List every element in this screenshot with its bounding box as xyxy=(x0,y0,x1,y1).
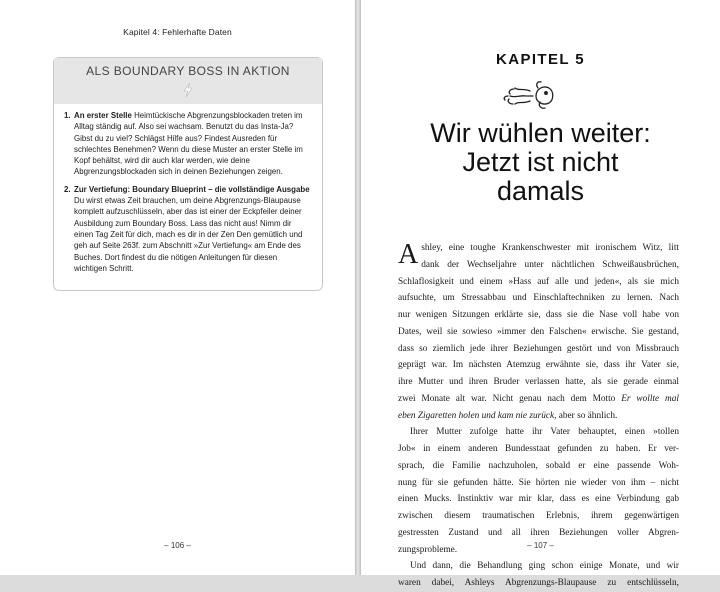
drop-cap: A xyxy=(398,239,419,270)
text-run: zwei Monate alt war. Nicht genau nach dem Motto xyxy=(398,393,622,404)
text-line: nur wenigen Sitzungen erklärte sie, dass sie die Nase voll habe von xyxy=(398,310,679,320)
list-item-lead: An erster Stelle xyxy=(74,111,132,120)
text-line: sprach, die Familie nachzuholen, sobald er eine passende Woh- xyxy=(398,460,679,471)
left-page xyxy=(0,0,355,575)
text-line: zwischen diesem traumatischen Erlebnis, ihrem gegenwärtigen xyxy=(398,511,679,521)
wind-face-ornament-icon xyxy=(500,80,558,112)
chapter-title xyxy=(381,119,700,206)
chapter-label: KAPITEL 5 xyxy=(495,51,585,68)
text-line: Dates, weil sie sowieso »immer den Falschen« erwische. Sie gestand, xyxy=(398,326,679,337)
text-line xyxy=(398,408,679,425)
text-line: geprägt war. Im nächsten Atemzug erwähnte sie, dass ihr Vater sie, xyxy=(398,360,679,371)
list-item xyxy=(64,184,312,274)
text-line: waren dabei, Ashleys Abgrenzungs-Blaupause zu entschlüsseln, xyxy=(398,578,679,588)
text-line: Job« in einem anderen Bundesstaat gefunden zu haben. Er ver- xyxy=(398,444,679,454)
list-item xyxy=(64,110,312,178)
text-line: Und dann, die Behandlung ging schon einige Monate, und wir xyxy=(410,561,679,572)
text-line: gestressten Zustand und all ihren Beziehungen voller Abgren- xyxy=(398,527,679,538)
list-number: 1. xyxy=(64,111,71,120)
list-item-lead: Zur Vertiefung: Boundary Blueprint – die vollständige Ausgabe xyxy=(74,184,310,194)
text-line: dank der Wechseljahre unter nächtlichen Schweißausbrüchen, xyxy=(421,259,679,270)
text-line: Ihrer Mutter zufolge hatte ihr Vater behauptet, einen »tollen xyxy=(410,427,679,438)
list-item-text: Heimtückische Abgrenzungsblockaden treten im Alltag ständig auf. Also sei wachsam. Benutzt du das Insta-Ja? Gibst du zu viel? Schlägst Hilfe aus? Findest Ausreden für schlechtes Benehmen? Wenn du diese Muster an erster Stelle im Kopf behältst, wird dir auch klar werden, wie deine Abgrenzungsblockaden sich in deinen Beziehungen zeigen. xyxy=(74,111,303,177)
text-line: ihre Mutter und ihren Bruder verlassen hatte, als sie gerade einmal xyxy=(398,377,679,387)
list-number: 2. xyxy=(64,184,71,194)
italic-text: Er wollte mal xyxy=(621,393,680,404)
paragraph xyxy=(398,558,679,592)
paragraph xyxy=(398,424,679,558)
page-number: – 107 – xyxy=(527,541,554,550)
action-box xyxy=(53,57,323,291)
list-item-text: Du wirst etwas Zeit brauchen, um deine Abgrenzungs-Blaupause komplett aufzuschlüsseln, aber das ist einer der Eckpfeiler deiner Ausbildung zum Boundary Boss. Lass das nicht aus! Nimm dir einen Tag Zeit für dich, mach es dir in der Zen Den gemütlich und geh auf Seite 263f. zum Abschnitt »Zur Vertiefung« am Ende des Buches. Dort findest du die nötigen Anleitungen für diesen wichtigen Schritt. xyxy=(74,196,303,273)
right-page xyxy=(361,0,720,588)
body-text xyxy=(398,240,679,592)
text-line xyxy=(398,391,679,408)
italic-text: eben Zigaretten holen und kam nie zurück xyxy=(398,410,555,421)
text-line: dass so ziemlich jede ihrer Beziehungen gestört und von Missbrauch xyxy=(398,343,679,354)
chapter-title-line: Wir wühlen weiter: xyxy=(430,118,651,148)
action-box-header xyxy=(54,58,322,104)
text-run: , aber so ähnlich. xyxy=(554,410,618,421)
running-head: Kapitel 4: Fehlerhafte Daten xyxy=(123,27,232,37)
lightning-bolt-icon xyxy=(180,82,196,98)
text-line: aufsuchte, um Stressabbau und Einschlaftechniken zu lernen. Nach xyxy=(398,293,679,304)
text-line: zungsprobleme. xyxy=(398,544,458,555)
text-line: Schlaflosigkeit und einem »Hass auf alle und jeden«, als sie mich xyxy=(398,276,679,287)
text-line: nung für sie gefunden hätte. Sie hörten nie wieder von ihm – nicht xyxy=(398,477,679,488)
action-box-title: ALS BOUNDARY BOSS IN AKTION xyxy=(86,64,290,78)
page-number: – 106 – xyxy=(164,541,191,550)
text-line: einen Mucks. Instinktiv war mir klar, dass es eine Verbindung gab xyxy=(398,494,679,505)
text-line: shley, eine toughe Krankenschwester mit ironischem Witz, litt xyxy=(421,243,679,253)
chapter-title-line: Jetzt ist nicht xyxy=(462,147,619,177)
action-box-list xyxy=(54,104,322,274)
chapter-title-line: damals xyxy=(496,176,585,206)
paragraph xyxy=(398,240,679,424)
